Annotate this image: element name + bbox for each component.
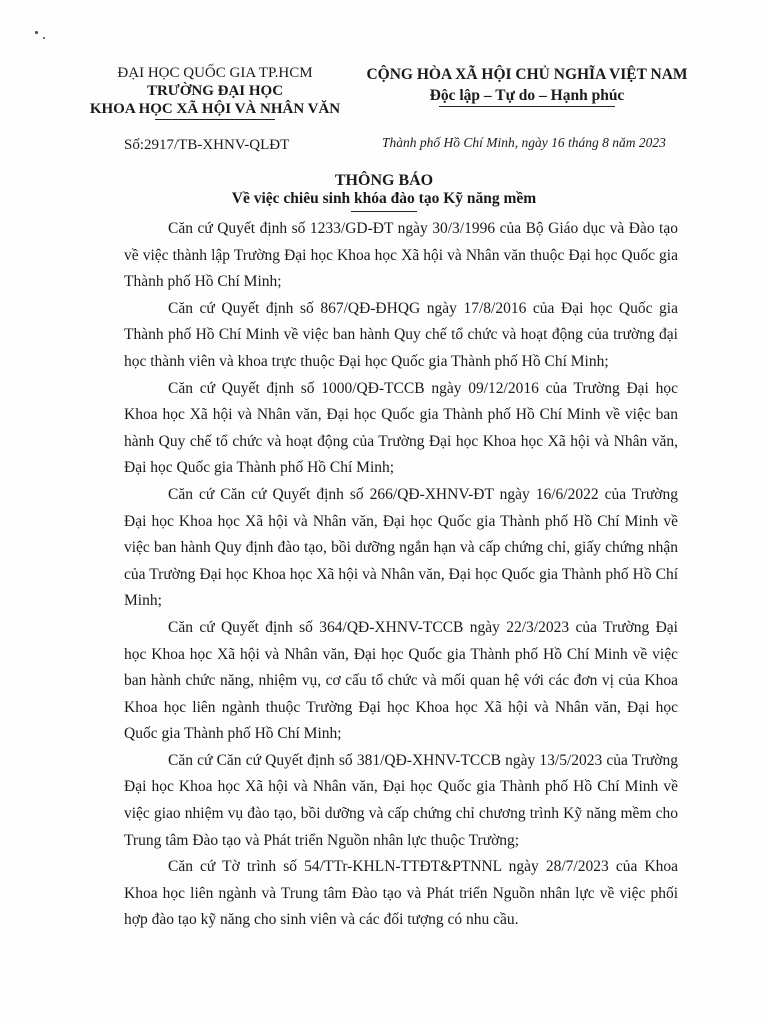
document-subject: Về việc chiêu sinh khóa đào tạo Kỹ năng mềm	[231, 190, 537, 207]
issuer-school-line1: TRƯỜNG ĐẠI HỌC	[146, 83, 284, 99]
document-title: THÔNG BÁO	[334, 172, 434, 189]
scan-speck	[35, 31, 38, 34]
motto-underline	[439, 106, 615, 107]
national-header	[352, 64, 702, 107]
paragraph: Căn cứ Căn cứ Quyết định số 266/QĐ-XHNV-ĐT ngày 16/6/2022 của Trường Đại học Khoa học Xã hội và Nhân văn, Đại học Quốc gia Thành phố Hồ Chí Minh về việc ban hành Quy định đào tạo, bồi dưỡng ngắn hạn và cấp chứng chỉ, giấy chứng nhận của Trường Đại học Khoa học Xã hội và Nhân văn, Đại học Quốc gia Thành phố Hồ Chí Minh;	[124, 485, 678, 610]
issuer-block	[70, 64, 360, 120]
paragraph: Căn cứ Tờ trình số 54/TTr-KHLN-TTĐT&PTNNL ngày 28/7/2023 của Khoa Khoa học liên ngành và Trung tâm Đào tạo và Phát triển Nguồn nhân lực về việc phối hợp đào tạo kỹ năng cho sinh viên và các đối tượng có nhu cầu.	[124, 858, 678, 929]
scan-speck	[43, 37, 45, 39]
paragraph: Căn cứ Căn cứ Quyết định số 381/QĐ-XHNV-TCCB ngày 13/5/2023 của Trường Đại học Khoa học Xã hội và Nhân văn, Đại học Quốc gia Thành phố Hồ Chí Minh về việc giao nhiệm vụ đào tạo, bồi dưỡng và cấp chứng chỉ chương trình Kỹ năng mềm cho Trung tâm Đào tạo và Phát triển Nguồn nhân lực thuộc Trường;	[124, 751, 678, 849]
title-underline	[351, 211, 417, 212]
nation-name: CỘNG HÒA XÃ HỘI CHỦ NGHĨA VIỆT NAM	[366, 66, 688, 83]
paragraph: Căn cứ Quyết định số 1000/QĐ-TCCB ngày 09/12/2016 của Trường Đại học Khoa học Xã hội và Nhân văn, Đại học Quốc gia Thành phố Hồ Chí Minh về việc ban hành Quy chế tổ chức và hoạt động của Trường Đại học Khoa học Xã hội và Nhân văn, Đại học Quốc gia Thành phố Hồ Chí Minh;	[124, 379, 678, 477]
date-line: Thành phố Hồ Chí Minh, ngày 16 tháng 8 năm 2023	[382, 135, 666, 150]
national-motto: Độc lập – Tự do – Hạnh phúc	[429, 87, 625, 104]
document-number: Số:2917/TB-XHNV-QLĐT	[124, 137, 290, 153]
paragraph: Căn cứ Quyết định số 1233/GD-ĐT ngày 30/3/1996 của Bộ Giáo dục và Đào tạo về việc thành lập Trường Đại học Khoa học Xã hội và Nhân văn thuộc Đại học Quốc gia Thành phố Hồ Chí Minh;	[124, 220, 678, 291]
issuer-parent: ĐẠI HỌC QUỐC GIA TP.HCM	[117, 65, 313, 81]
issuer-underline	[155, 119, 275, 120]
paragraph: Căn cứ Quyết định số 867/QĐ-ĐHQG ngày 17/8/2016 của Đại học Quốc gia Thành phố Hồ Chí Minh về việc ban hành Quy chế tổ chức và hoạt động của trường đại học thành viên và khoa trực thuộc Đại học Quốc gia Thành phố Hồ Chí Minh;	[124, 299, 678, 370]
paragraph: Căn cứ Quyết định số 364/QĐ-XHNV-TCCB ngày 22/3/2023 của Trường Đại học Khoa học Xã hội và Nhân văn, Đại học Quốc gia Thành phố Hồ Chí Minh về việc ban hành chức năng, nhiệm vụ, cơ cấu tổ chức và mối quan hệ với các đơn vị của Khoa Khoa học liên ngành thuộc Trường Đại học Khoa học Xã hội và Nhân văn, Đại học Quốc gia Thành phố Hồ Chí Minh;	[124, 618, 678, 743]
issuer-school-line2: KHOA HỌC XÃ HỘI VÀ NHÂN VĂN	[89, 101, 341, 117]
document-body	[124, 216, 678, 934]
